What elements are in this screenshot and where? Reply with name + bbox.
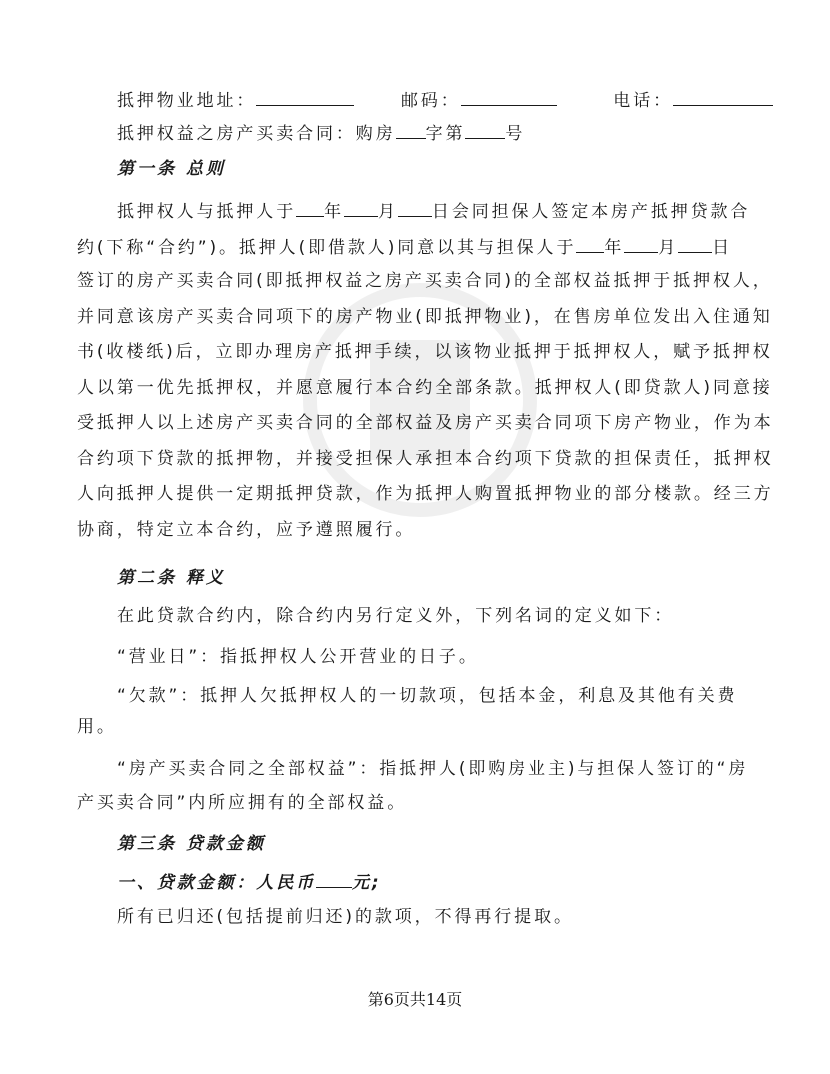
definition-debt-line-1: “欠款”：抵押人欠抵押权人的一切款项，包括本金，利息及其他有关费 [117, 686, 738, 706]
contract-ref-row [0, 121, 830, 145]
loan-amount-label: 一、贷款金额：人民币 [117, 873, 316, 893]
definition-rights-line-1: “房产买卖合同之全部权益”：指抵押人(即购房业主)与担保人签订的“房 [117, 759, 749, 779]
definition-rights-line-2: 产买卖合同”内所应拥有的全部权益。 [77, 793, 408, 813]
article1-title: 第一条 总则 [117, 159, 226, 179]
article3-title: 第三条 贷款金额 [117, 834, 266, 854]
loan-amount-blank [316, 870, 352, 888]
article1-line-4: 并同意该房产买卖合同项下的房产物业(即抵押物业)，在售房单位发出入住通知 [77, 307, 773, 327]
article1-line-8: 合约项下贷款的抵押物，并接受担保人承担本合约项下贷款的担保责任，抵押权 [77, 449, 774, 469]
article3-item-2: 所有已归还(包括提前归还)的款项，不得再行提取。 [117, 907, 574, 927]
article1-line-5: 书(收楼纸)后，立即办理房产抵押手续，以该物业抵押于抵押权人，赋予抵押权 [77, 342, 773, 362]
postcode-blank [461, 88, 557, 106]
article2-intro: 在此贷款合约内，除合约内另行定义外，下列名词的定义如下： [117, 606, 675, 626]
phone-blank [673, 88, 773, 106]
loan-amount-row: 一、贷款金额：人民币 元; [0, 870, 830, 894]
contract-ref-suffix: 号 [505, 124, 526, 144]
article1-line-9: 人向抵押人提供一定期抵押贷款，作为抵押人购置抵押物业的部分楼款。经三方 [77, 484, 774, 504]
article1-line-10: 协商，特定立本合约，应予遵照履行。 [77, 520, 416, 540]
article2-title: 第二条 释义 [117, 568, 226, 588]
article1-line-3: 签订的房产买卖合同(即抵押权益之房产买卖合同)的全部权益抵押于抵押权人， [77, 271, 773, 291]
contract-ref-blank-1 [396, 121, 426, 139]
contract-ref-blank-2 [465, 121, 505, 139]
article1-line-6: 人以第一优先抵押权，并愿意履行本合约全部条款。抵押权人(即贷款人)同意接 [77, 378, 773, 398]
contract-ref-mid: 字第 [425, 124, 466, 144]
address-label: 抵押物业地址： [117, 91, 257, 111]
page-footer: 第6页共14页 [367, 990, 463, 1009]
phone-label: 电话： [613, 91, 673, 111]
definition-business-day: “营业日”：指抵押权人公开营业的日子。 [117, 647, 479, 667]
address-blank [256, 88, 354, 106]
header-fields-row [0, 88, 830, 112]
postcode-label: 邮码： [400, 91, 461, 111]
article1-line-1: 抵押权人与抵押人于 年 月 日会同担保人签定本房产抵押贷款合 [0, 199, 830, 223]
definition-debt-line-2: 用。 [77, 717, 117, 737]
contract-ref-prefix: 抵押权益之房产买卖合同：购房 [117, 124, 396, 144]
article1-line-2: 约(下称“合约”)。抵押人(即借款人)同意以其与担保人于 年 月 日 [0, 235, 830, 259]
article1-line-7: 受抵押人以上述房产买卖合同的全部权益及房产买卖合同项下房产物业，作为本 [77, 413, 774, 433]
